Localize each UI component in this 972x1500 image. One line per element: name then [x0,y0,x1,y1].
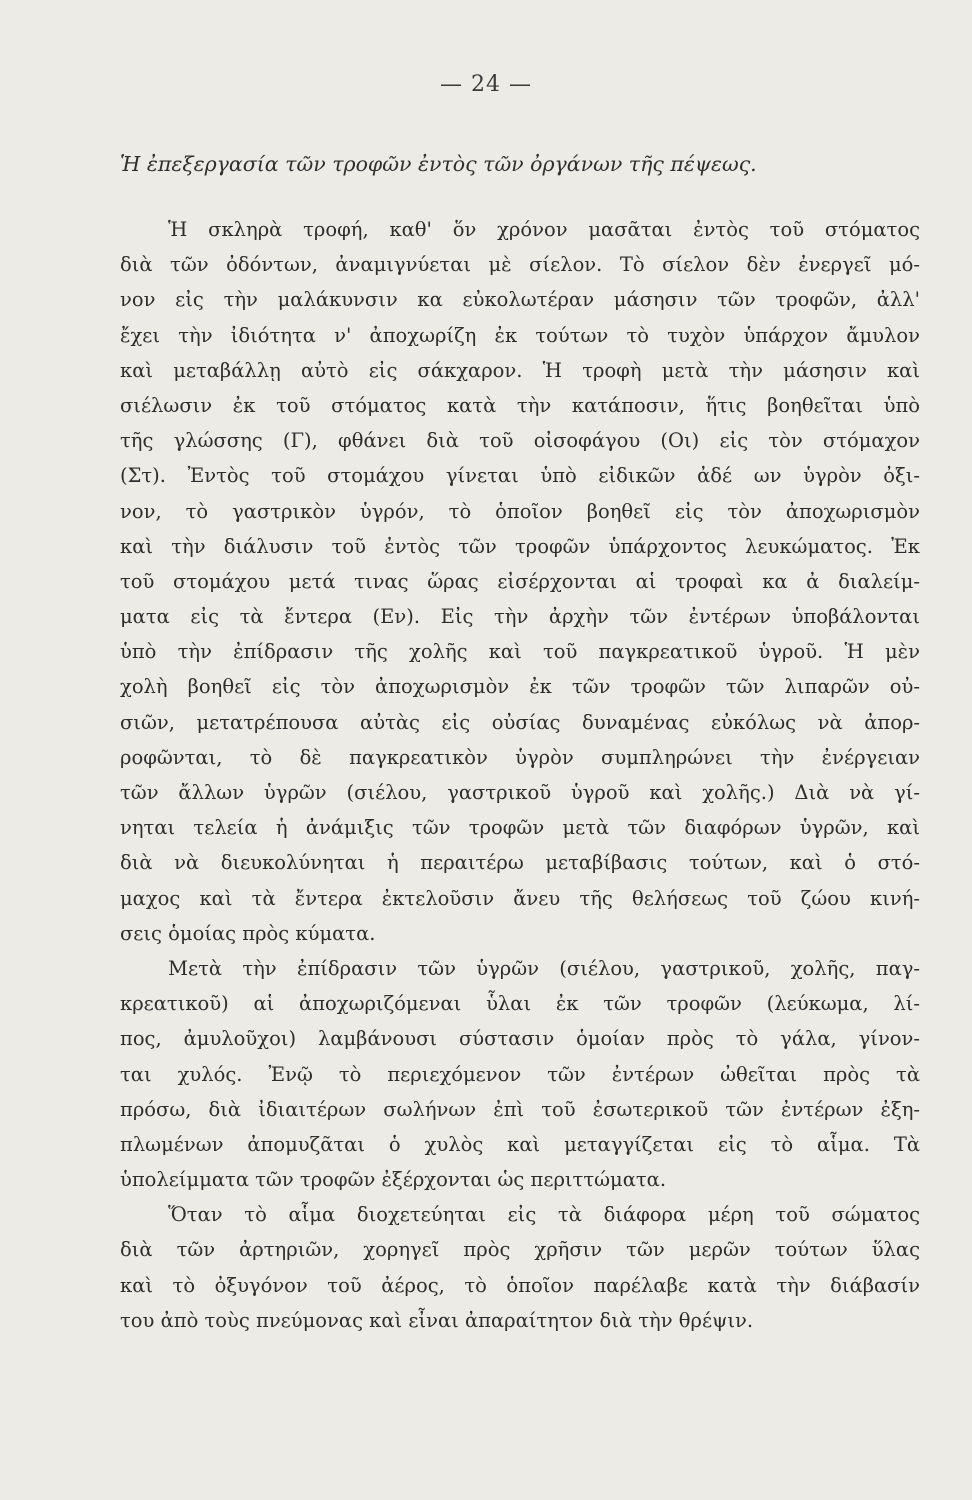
text-line: διὰ τῶν ἀρτηριῶν, χορηγεῖ πρὸς χρῆσιν τῶν μερῶν τούτων ὕλας [120,1238,920,1262]
paragraph [120,212,920,951]
text-line: του ἀπὸ τοὺς πνεύμονας καὶ εἶναι ἀπαραίτητον διὰ τὴν θρέψιν. [120,1308,754,1332]
text-line: σιῶν, μετατρέπουσα αὐτὰς εἰς οὐσίας δυναμένας εὐκόλως νὰ ἀπορ- [120,710,920,734]
text-line: καὶ τὸ ὀξυγόνον τοῦ ἀέρος, τὸ ὁποῖον παρέλαβε κατὰ τὴν διάβασίν [120,1273,920,1297]
text-line: (Στ). Ἐντὸς τοῦ στομάχου γίνεται ὑπὸ εἰδικῶν ἀδέ ων ὑγρὸν ὀξι- [120,464,920,488]
text-line: πρόσω, διὰ ἰδιαιτέρων σωλήνων ἐπὶ τοῦ ἐσωτερικοῦ τῶν ἐντέρων ἐξη- [120,1097,920,1121]
text-line: πος, ἀμυλοῦχοι) λαμβάνουσι σύστασιν ὁμοίαν πρὸς τὸ γάλα, γίνον- [120,1027,920,1051]
text-line: Ἡ σκληρὰ τροφή, καθ' ὅν χρόνον μασᾶται ἐντὸς τοῦ στόματος [168,218,920,241]
text-line: καὶ τὴν διάλυσιν τοῦ ἐντὸς τῶν τροφῶν ὑπάρχοντος λευκώματος. Ἐκ [120,534,920,558]
text-line: τῆς γλώσσης (Γ), φθάνει διὰ τοῦ οἰσοφάγου (Οι) εἰς τὸν στόμαχον [120,429,920,453]
paragraph [120,951,920,1197]
paragraph [120,1197,920,1338]
text-line: διὰ νὰ διευκολύνηται ἡ περαιτέρω μεταβίβασις τούτων, καὶ ὁ στό- [120,851,920,875]
text-line: κρεατικοῦ) αἱ ἀποχωριζόμεναι ὗλαι ἐκ τῶν τροφῶν (λεύκωμα, λί- [120,992,920,1016]
text-line: ὑπολείμματα τῶν τροφῶν ἐξέρχονται ὡς περιττώματα. [120,1168,667,1192]
text-line: σιέλωσιν ἐκ τοῦ στόματος κατὰ τὴν κατάποσιν, ἥτις βοηθεῖται ὑπὸ [120,393,920,417]
text-line: τοῦ στομάχου μετά τινας ὥρας εἰσέρχονται αἱ τροφαὶ κα ἀ διαλείμ- [120,569,920,593]
section-heading: Ἡ ἐπεξεργασία τῶν τροφῶν ἐντὸς τῶν ὀργάνων τῆς πέψεως. [120,152,757,176]
text-line: ροφῶνται, τὸ δὲ παγκρεατικὸν ὑγρὸν συμπληρώνει τὴν ἐνέργειαν [120,745,920,769]
text-line: νηται τελεία ἡ ἀνάμιξις τῶν τροφῶν μετὰ τῶν διαφόρων ὑγρῶν, καὶ [120,816,920,840]
text-line: πλωμένων ἀπομυζᾶται ὁ χυλὸς καὶ μεταγγίζεται εἰς τὸ αἷμα. Τὰ [120,1132,920,1156]
text-line: ἔχει τὴν ἰδιότητα ν' ἀποχωρίζη ἐκ τούτων τὸ τυχὸν ὑπάρχον ἄμυλον [120,323,920,347]
text-line: χολὴ βοηθεῖ εἰς τὸν ἀποχωρισμὸν ἐκ τῶν τροφῶν τῶν λιπαρῶν οὐ- [120,675,920,699]
text-line: τῶν ἄλλων ὑγρῶν (σιέλου, γαστρικοῦ ὑγροῦ καὶ χολῆς.) Διὰ νὰ γί- [120,781,920,804]
page-number: — 24 — [440,72,532,97]
text-line: νον εἰς τὴν μαλάκυνσιν κα εὐκολωτέραν μάσησιν τῶν τροφῶν, ἀλλ' [120,288,920,312]
text-line: σεις ὁμοίας πρὸς κύματα. [120,921,376,945]
text-line: διὰ τῶν ὀδόντων, ἀναμιγνύεται μὲ σίελον. Τὸ σίελον δὲν ἐνεργεῖ μό- [120,253,920,277]
text-line: μαχος καὶ τὰ ἔντερα ἐκτελοῦσιν ἄνευ τῆς θελήσεως τοῦ ζώου κινή- [120,886,920,910]
text-line: Μετὰ τὴν ἐπίδρασιν τῶν ὑγρῶν (σιέλου, γαστρικοῦ, χολῆς, παγ- [168,956,920,980]
text-line: καὶ μεταβάλλῃ αὐτὸ εἰς σάκχαρον. Ἡ τροφὴ μετὰ τὴν μάσησιν καὶ [120,358,920,382]
text-line: ματα εἰς τὰ ἔντερα (Εν). Εἰς τὴν ἀρχὴν τῶν ἐντέρων ὑποβάλονται [120,605,920,629]
text-line: Ὅταν τὸ αἷμα διοχετεύηται εἰς τὰ διάφορα μέρη τοῦ σώματος [168,1203,920,1227]
body-text [120,212,920,1338]
text-line: ὑπὸ τὴν ἐπίδρασιν τῆς χολῆς καὶ τοῦ παγκρεατικοῦ ὑγροῦ. Ἡ μὲν [120,640,920,664]
text-line: νον, τὸ γαστρικὸν ὑγρόν, τὸ ὁποῖον βοηθεῖ εἰς τὸν ἀποχωρισμὸν [120,499,920,523]
text-line: ται χυλός. Ἐνῷ τὸ περιεχόμενον τῶν ἐντέρων ὠθεῖται πρὸς τὰ [120,1062,920,1086]
